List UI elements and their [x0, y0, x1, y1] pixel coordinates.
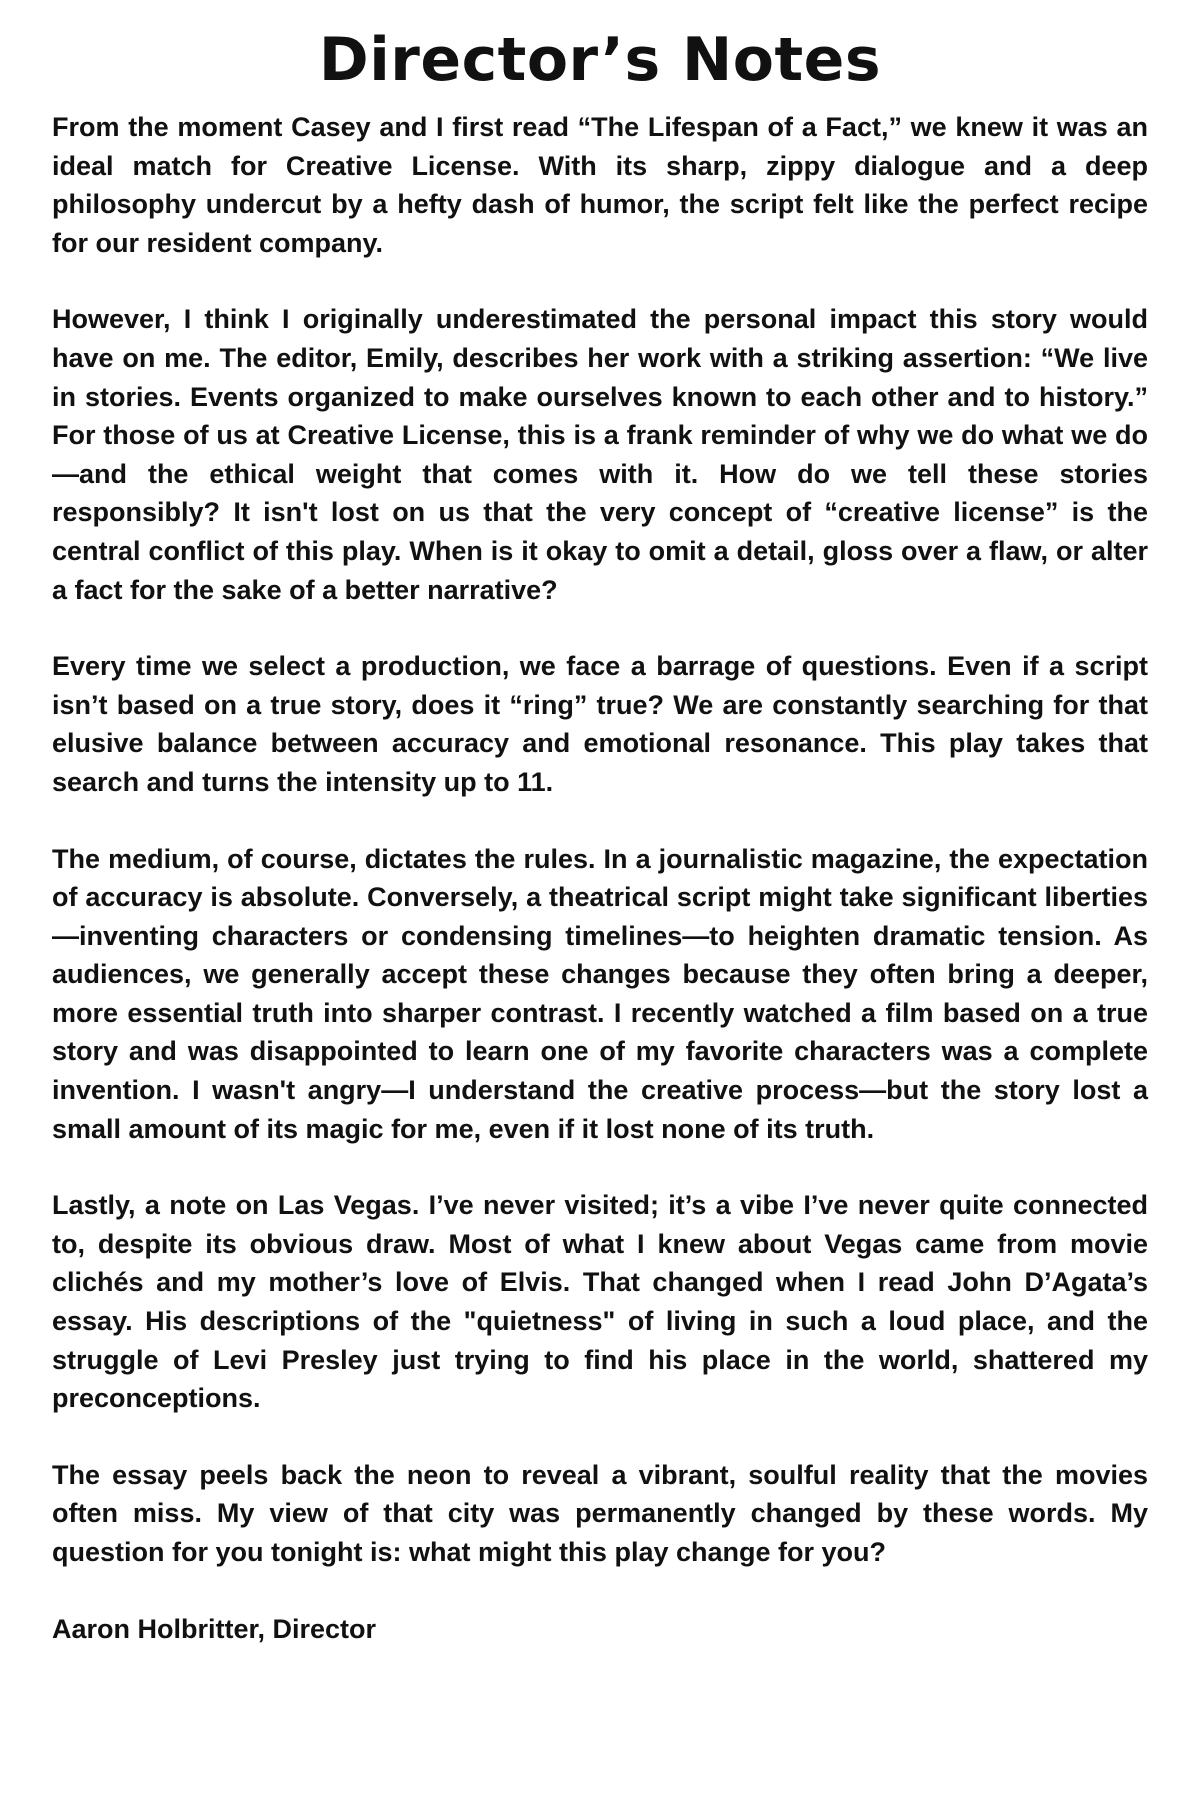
- paragraph-intro: From the moment Casey and I first read “The Lifespan of a Fact,” we knew it was an ideal match for Creative License. With its sharp, zippy dialogue and a deep philosophy undercut by a hefty dash of humor, the script felt like the perfect recipe for our resident company.: [52, 112, 1148, 258]
- page-title: Director’s Notes: [318, 25, 882, 95]
- paragraph-production-questions: Every time we select a production, we face a barrage of questions. Even if a script isn’t based on a true story, does it “ring” true? We are constantly searching for that elusive balance between accuracy and emotional resonance. This play takes that search and turns the intensity up to 11.: [52, 651, 1148, 797]
- notes-body: [52, 108, 1148, 1648]
- paragraph-medium-rules: The medium, of course, dictates the rules. In a journalistic magazine, the expectation of accuracy is absolute. Conversely, a theatrical script might take significant liberties—inventing characters or condensing timelines—to heighten dramatic tension. As audiences, we generally accept these changes because they often bring a deeper, more essential truth into sharper contrast. I recently watched a film based on a true story and was disappointed to learn one of my favorite characters was a complete invention. I wasn't angry—I understand the creative process—but the story lost a small amount of its magic for me, even if it lost none of its truth.: [52, 843, 1148, 1144]
- paragraph-las-vegas: Lastly, a note on Las Vegas. I’ve never visited; it’s a vibe I’ve never quite connected to, despite its obvious draw. Most of what I knew about Vegas came from movie clichés and my mother’s love of Elvis. That changed when I read John D’Agata’s essay. His descriptions of the "quietness" of living in such a loud place, and the struggle of Levi Presley just trying to find his place in the world, shattered my preconceptions.: [52, 1190, 1148, 1414]
- paragraph-personal-impact: However, I think I originally underestimated the personal impact this story would have on me. The editor, Emily, describes her work with a striking assertion: “We live in stories. Events organized to make ourselves known to each other and to history.” For those of us at Creative License, this is a frank reminder of why we do what we do—and the ethical weight that comes with it. How do we tell these stories responsibly? It isn't lost on us that the very concept of “creative license” is the central conflict of this play. When is it okay to omit a detail, gloss over a flaw, or alter a fact for the sake of a better narrative?: [52, 304, 1148, 605]
- director-signature: Aaron Holbritter, Director: [52, 1613, 377, 1644]
- paragraph-closing-question: The essay peels back the neon to reveal a vibrant, soulful reality that the movies often miss. My view of that city was permanently changed by these words. My question for you tonight is: what might this play change for you?: [52, 1459, 1148, 1567]
